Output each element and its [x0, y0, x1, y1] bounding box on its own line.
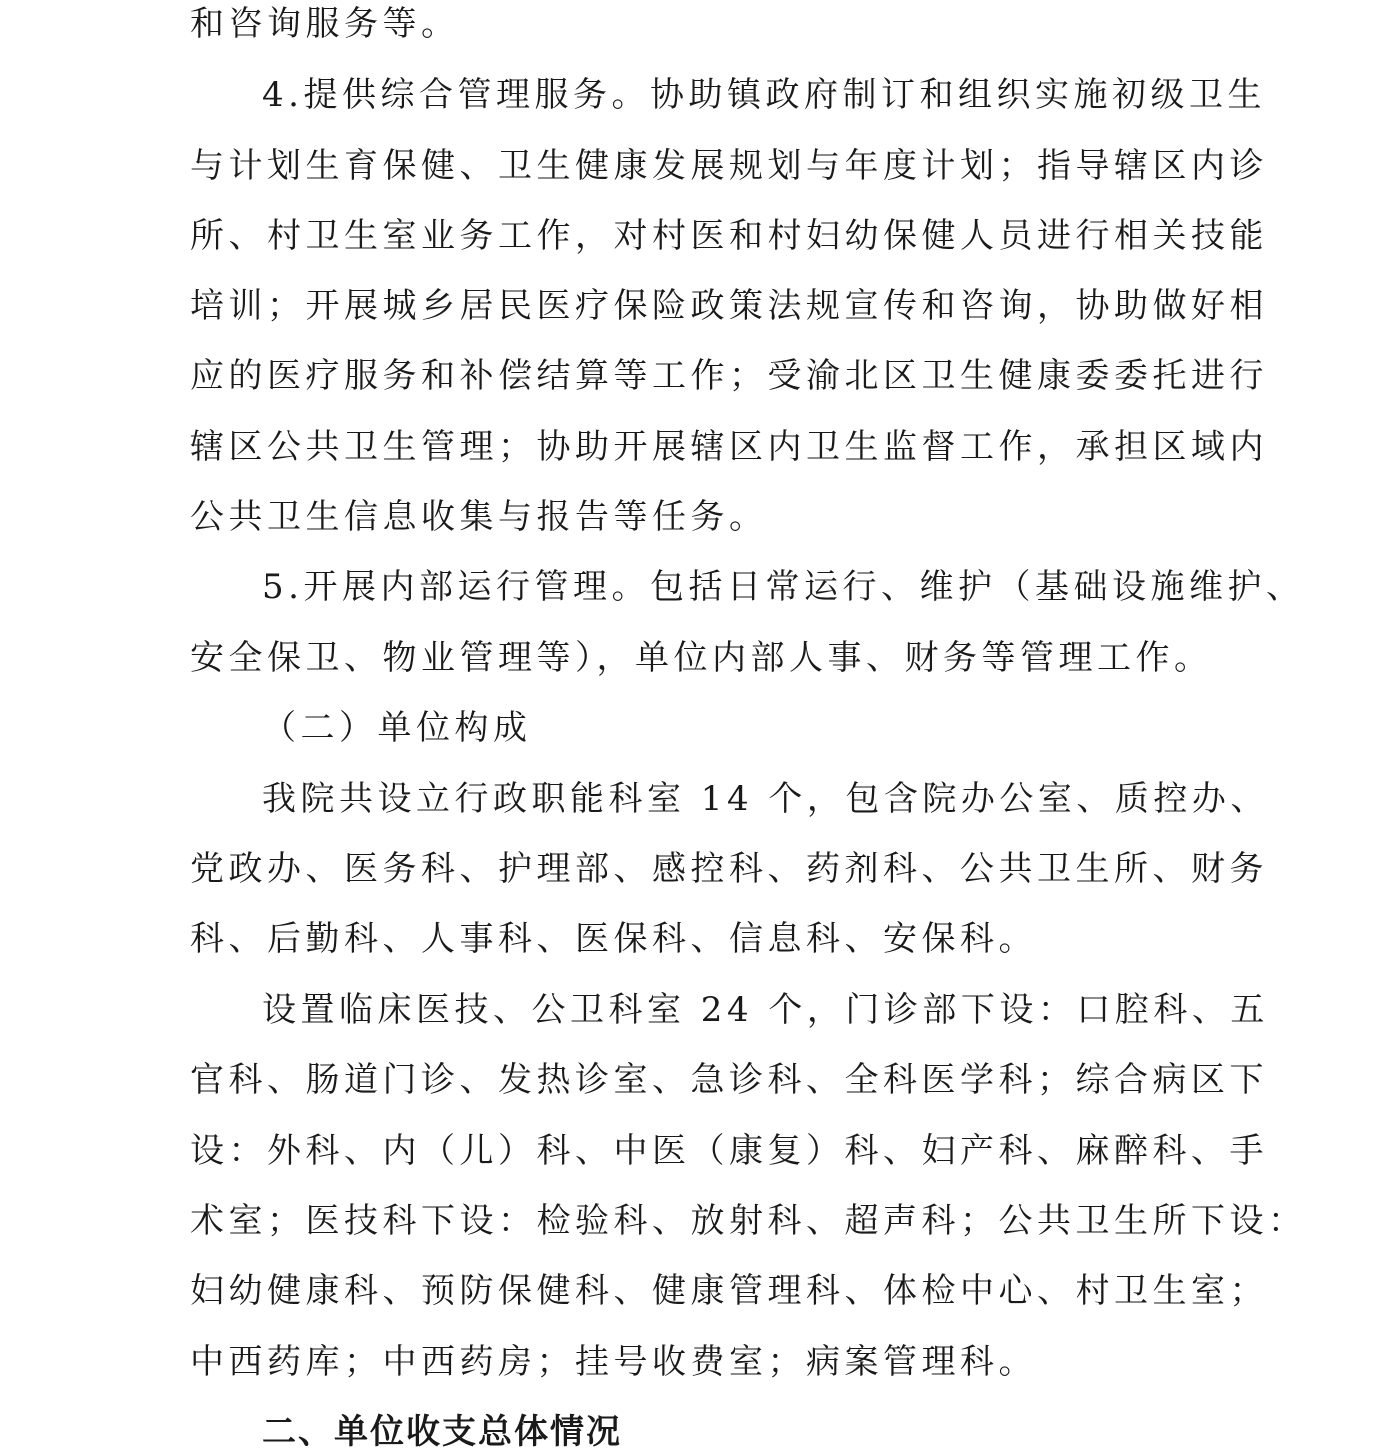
- paragraph-clinical-line-6: 中西药库；中西药房；挂号收费室；病案管理科。: [190, 1342, 1037, 1382]
- paragraph-item-4-line-7: 公共卫生信息收集与报告等任务。: [190, 497, 768, 537]
- paragraph-admin-line-3: 科、后勤科、人事科、医保科、信息科、安保科。: [190, 919, 1037, 959]
- paragraph-clinical-line-1: 设置临床医技、公卫科室 24 个，门诊部下设：口腔科、五: [262, 990, 1269, 1030]
- section-heading-income-expenditure: 二、单位收支总体情况: [262, 1412, 622, 1452]
- section-heading-unit-composition: （二）单位构成: [262, 708, 532, 748]
- paragraph-item-4-line-4: 培训；开展城乡居民医疗保险政策法规宣传和咨询，协助做好相: [190, 286, 1268, 326]
- paragraph-clinical-line-5: 妇幼健康科、预防保健科、健康管理科、体检中心、村卫生室；: [190, 1271, 1268, 1311]
- text-line-continuation: 和咨询服务等。: [190, 4, 460, 44]
- paragraph-admin-line-2: 党政办、医务科、护理部、感控科、药剂科、公共卫生所、财务: [190, 849, 1268, 889]
- paragraph-clinical-line-3: 设：外科、内（儿）科、中医（康复）科、妇产科、麻醉科、手: [190, 1131, 1268, 1171]
- paragraph-admin-line-1: 我院共设立行政职能科室 14 个，包含院办公室、质控办、: [262, 779, 1269, 819]
- paragraph-clinical-line-2: 官科、肠道门诊、发热诊室、急诊科、全科医学科；综合病区下: [190, 1060, 1268, 1100]
- paragraph-item-4-line-6: 辖区公共卫生管理；协助开展辖区内卫生监督工作，承担区域内: [190, 427, 1268, 467]
- paragraph-clinical-line-4: 术室；医技科下设：检验科、放射科、超声科；公共卫生所下设：: [190, 1201, 1307, 1241]
- paragraph-item-4-line-5: 应的医疗服务和补偿结算等工作；受渝北区卫生健康委委托进行: [190, 356, 1268, 396]
- paragraph-item-5-line-1: 5.开展内部运行管理。包括日常运行、维护（基础设施维护、: [262, 567, 1305, 607]
- paragraph-item-5-line-2: 安全保卫、物业管理等），单位内部人事、财务等管理工作。: [190, 638, 1213, 678]
- paragraph-item-4-line-3: 所、村卫生室业务工作，对村医和村妇幼保健人员进行相关技能: [190, 216, 1268, 256]
- paragraph-item-4-line-1: 4.提供综合管理服务。协助镇政府制订和组织实施初级卫生: [262, 75, 1266, 115]
- paragraph-item-4-line-2: 与计划生育保健、卫生健康发展规划与年度计划；指导辖区内诊: [190, 146, 1268, 186]
